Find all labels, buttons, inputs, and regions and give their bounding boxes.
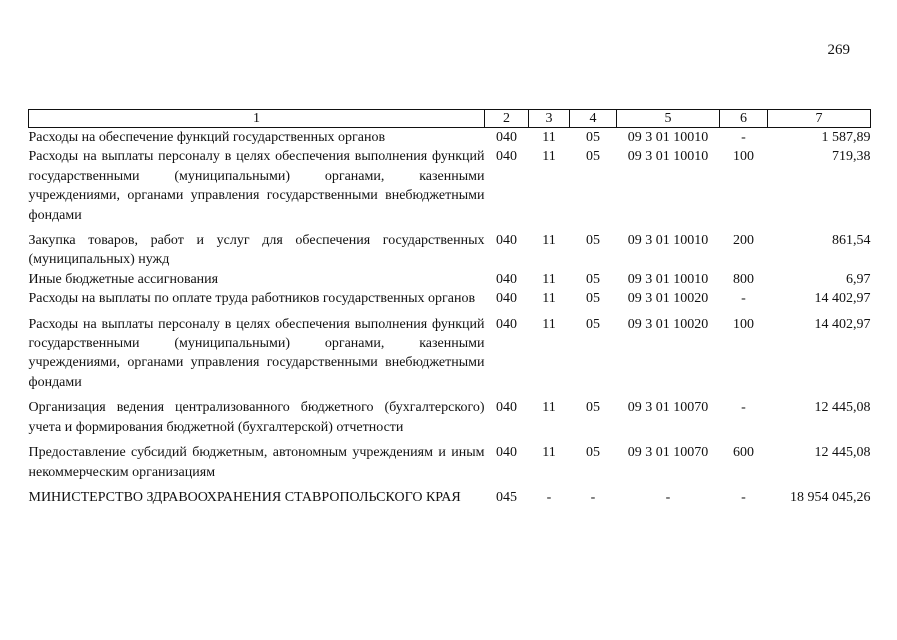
table-row: [29, 289, 871, 308]
budget-table: [28, 109, 871, 507]
expense-name: Предоставление субсидий бюджетным, автономным учреждениям и иным некоммерческим организациям: [28, 445, 485, 480]
expense-name: Расходы на выплаты персоналу в целях обеспечения выполнения функций государственными (муниципальными) органами, казенными учреждениями, органами управления государственными внебюджетными фондами: [28, 316, 485, 390]
subsection-code: 05: [586, 291, 600, 307]
expense-type-code: 100: [733, 316, 754, 332]
section-code: 11: [542, 130, 556, 145]
target-article-code: 09 3 01 10010: [627, 271, 709, 287]
table-row: [29, 147, 871, 225]
section-code: 11: [542, 445, 556, 461]
column-header: 3: [529, 110, 570, 128]
target-article-code: 09 3 01 10020: [627, 291, 709, 307]
expense-type-code: 800: [733, 271, 754, 287]
expense-type-code: -: [741, 400, 746, 416]
table-row: [29, 443, 871, 482]
section-code: 11: [542, 316, 556, 332]
expense-name: Расходы на выплаты персоналу в целях обеспечения выполнения функций государственными (муниципальными) органами, казенными учреждениями, органами управления государственными внебюджетными фондами: [28, 149, 485, 223]
subsection-code: 05: [586, 149, 600, 165]
expense-type-code: 200: [733, 233, 754, 249]
expense-name: Расходы на выплаты по оплате труда работников государственных органов: [28, 291, 476, 307]
column-header: 2: [485, 110, 529, 128]
amount: 18 954 045,26: [790, 489, 871, 505]
ministry-code: 040: [496, 271, 517, 287]
column-header: 4: [570, 110, 617, 128]
subsection-code: 05: [586, 130, 600, 145]
amount: 14 402,97: [814, 291, 871, 307]
section-code: 11: [542, 291, 556, 307]
table-row: [29, 398, 871, 437]
expense-name: Организация ведения централизованного бюджетного (бухгалтерского) учета и формирования бюджетной (бухгалтерской) отчетности: [28, 400, 485, 435]
expense-name: Закупка товаров, работ и услуг для обеспечения государственных (муниципальных) нужд: [28, 233, 485, 268]
section-code: 11: [542, 271, 556, 287]
amount: 14 402,97: [814, 316, 871, 332]
expense-type-code: 100: [733, 149, 754, 165]
ministry-code: 040: [496, 130, 517, 145]
amount: 12 445,08: [814, 400, 871, 416]
expense-type-code: -: [741, 130, 746, 145]
subsection-code: 05: [586, 445, 600, 461]
target-article-code: 09 3 01 10010: [627, 149, 709, 165]
subsection-code: -: [590, 489, 596, 505]
expense-type-code: -: [741, 291, 746, 307]
page-number: 269: [827, 42, 850, 58]
table-row: [29, 488, 871, 507]
target-article-code: 09 3 01 10010: [627, 233, 709, 249]
ministry-code: 040: [496, 233, 517, 249]
table-row: [29, 270, 871, 289]
ministry-code: 040: [496, 291, 517, 307]
table-row: [29, 128, 871, 148]
subsection-code: 05: [586, 316, 600, 332]
expense-type-code: 600: [733, 445, 754, 461]
ministry-code: 040: [496, 316, 517, 332]
target-article-code: 09 3 01 10010: [627, 130, 709, 145]
ministry-code: 045: [496, 489, 517, 505]
target-article-code: 09 3 01 10070: [627, 400, 709, 416]
target-article-code: 09 3 01 10070: [627, 445, 709, 461]
amount: 861,54: [832, 233, 871, 249]
ministry-code: 040: [496, 149, 517, 165]
column-header: 1: [29, 110, 485, 128]
ministry-code: 040: [496, 400, 517, 416]
subsection-code: 05: [586, 233, 600, 249]
amount: 1 587,89: [821, 130, 871, 145]
section-code: 11: [542, 233, 556, 249]
expense-type-code: -: [741, 489, 746, 505]
column-header: 7: [768, 110, 871, 128]
table-row: [29, 315, 871, 393]
ministry-name: МИНИСТЕРСТВО ЗДРАВООХРАНЕНИЯ СТАВРОПОЛЬСКОГО КРАЯ: [28, 489, 461, 505]
table-row: [29, 231, 871, 270]
amount: 6,97: [846, 271, 871, 287]
subsection-code: 05: [586, 400, 600, 416]
column-header: 5: [617, 110, 720, 128]
subsection-code: 05: [586, 271, 600, 287]
amount: 12 445,08: [814, 445, 871, 461]
expense-name: Иные бюджетные ассигнования: [28, 271, 219, 287]
target-article-code: 09 3 01 10020: [627, 316, 709, 332]
section-code: 11: [542, 149, 556, 165]
table-header-row: [29, 110, 871, 128]
expense-name: Расходы на обеспечение функций государственных органов: [28, 130, 386, 145]
target-article-code: -: [665, 489, 671, 505]
ministry-code: 040: [496, 445, 517, 461]
amount: 719,38: [832, 149, 871, 165]
section-code: 11: [542, 400, 556, 416]
section-code: -: [546, 489, 552, 505]
column-header: 6: [720, 110, 768, 128]
